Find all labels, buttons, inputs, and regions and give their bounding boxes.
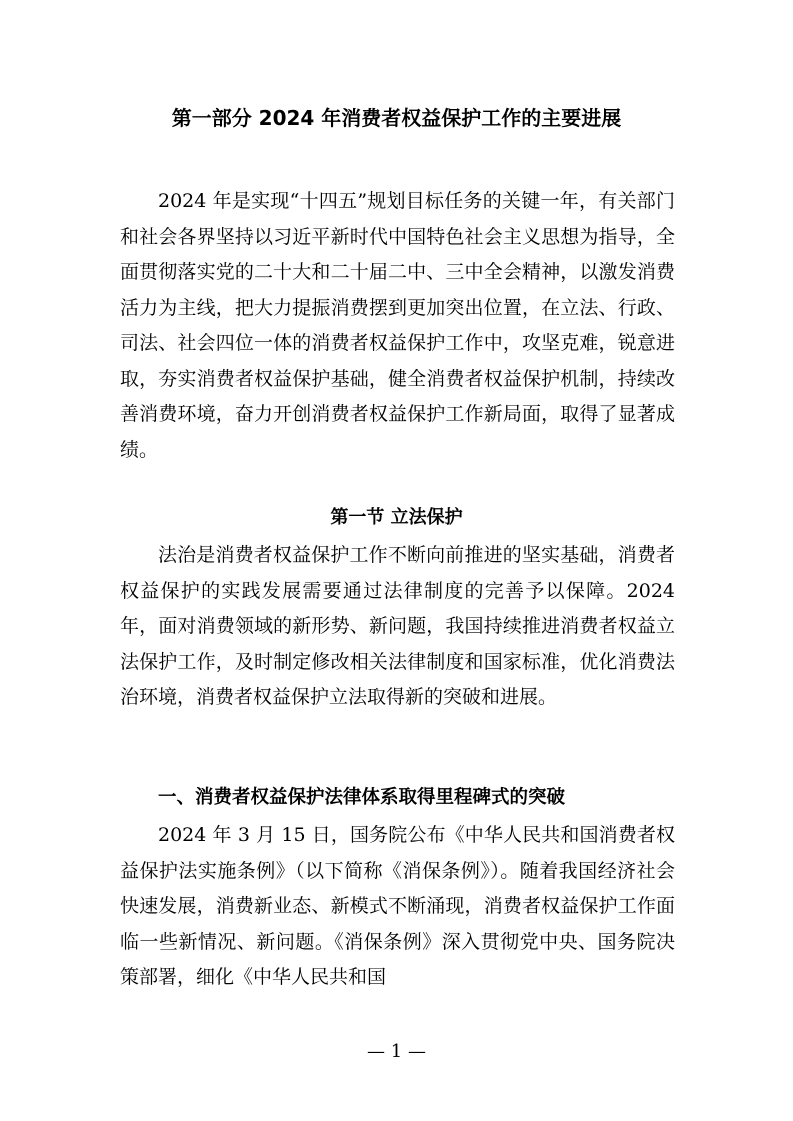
subsection-block xyxy=(120,818,675,996)
page-number: — 1 — xyxy=(367,1041,426,1062)
subsection-heading: 一、消费者权益保护法律体系取得里程碑式的突破 xyxy=(158,787,566,808)
subsection-paragraph: 2024 年 3 月 15 日，国务院公布《中华人民共和国消费者权益保护法实施条例》（以下简称《消保条例》）。随着我国经济社会快速发展，消费新业态、新模式不断涌现，消费者权益保护工作面临一些新情况、新问题。《消保条例》深入贯彻党中央、国务院决策部署，细化《中华人民共和国 xyxy=(120,824,675,988)
intro-block xyxy=(120,184,675,468)
intro-paragraph: 2024 年是实现“十四五”规划目标任务的关键一年，有关部门和社会各界坚持以习近平新时代中国特色社会主义思想为指导，全面贯彻落实党的二十大和二十届二中、三中全会精神，以激发消费活力为主线，把大力提振消费摆到更加突出位置，在立法、行政、司法、社会四位一体的消费者权益保护工作中，攻坚克难，锐意进取，夯实消费者权益保护基础，健全消费者权益保护机制，持续改善消费环境，奋力开创消费者权益保护工作新局面，取得了显著成绩。 xyxy=(120,190,675,461)
document-title: 第一部分 2024 年消费者权益保护工作的主要进展 xyxy=(171,106,622,130)
section-paragraph: 法治是消费者权益保护工作不断向前推进的坚实基础，消费者权益保护的实践发展需要通过法律制度的完善予以保障。2024 年，面对消费领域的新形势、新问题，我国持续推进消费者权益立法保护工作，及时制定修改相关法律制度和国家标准，优化消费法治环境，消费者权益保护立法取得新的突破和进展。 xyxy=(120,544,675,708)
section-block xyxy=(120,538,675,716)
section-heading: 第一节 立法保护 xyxy=(330,507,463,528)
